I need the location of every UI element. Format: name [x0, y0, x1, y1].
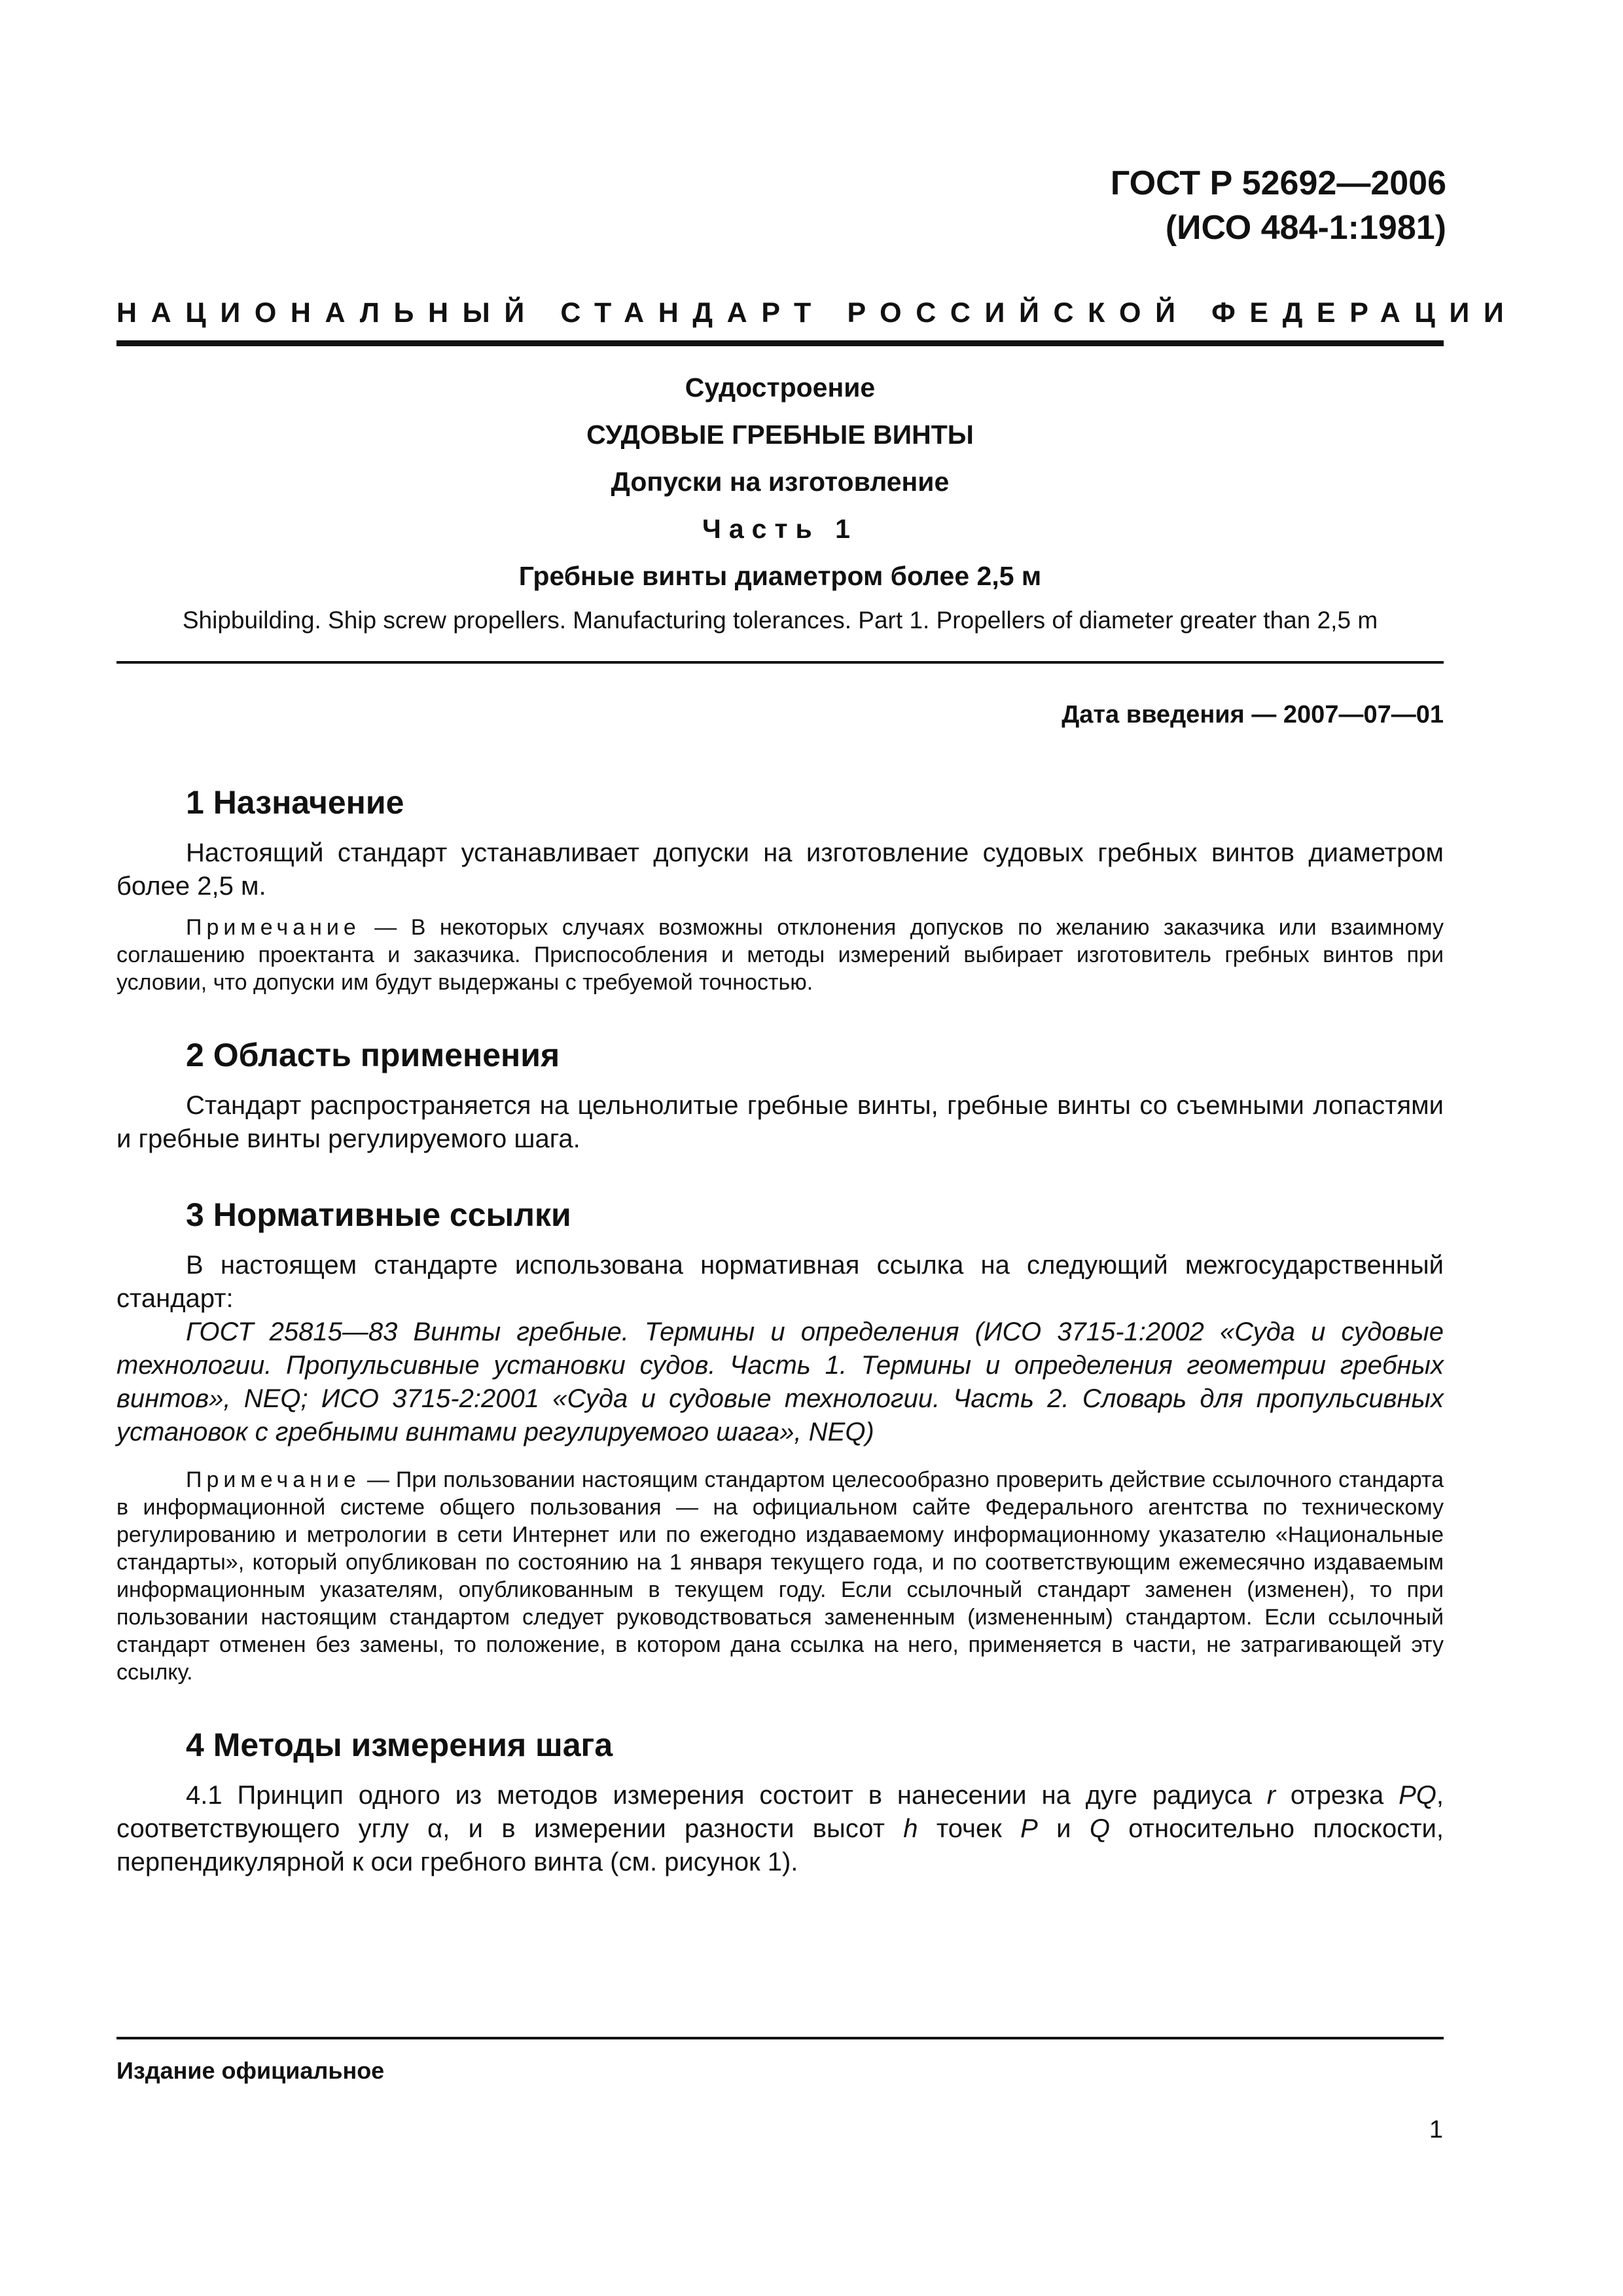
text-run: , соответствующего углу — [116, 1781, 1444, 1843]
variable-pq: PQ — [1399, 1781, 1436, 1810]
section-1-note — [116, 914, 1444, 996]
title-part: Часть 1 — [702, 514, 858, 544]
section-3-paragraph: В настоящем стандарте использована нормативная ссылка на следующий межгосударственный стандарт: — [116, 1251, 1444, 1313]
title-rule — [116, 661, 1444, 664]
text-run: относительно плоскости, перпендикулярной к оси гребного винта (см. рисунок 1). — [116, 1814, 1444, 1876]
title-line-3: Допуски на изготовление — [611, 467, 950, 497]
introduction-date: Дата введения — 2007—07—01 — [1061, 701, 1444, 728]
text-run: и — [1037, 1814, 1090, 1843]
section-1-heading: 1 Назначение — [186, 784, 404, 821]
text-run: точек — [918, 1814, 1021, 1843]
note-label: Примечание — [186, 1467, 361, 1492]
section-2-heading: 2 Область применения — [186, 1037, 560, 1073]
standard-code — [1111, 161, 1446, 250]
section-3-heading: 3 Нормативные ссылки — [186, 1196, 571, 1233]
national-standard-banner: НАЦИОНАЛЬНЫЙ СТАНДАРТ РОССИЙСКОЙ ФЕДЕРАЦИИ — [116, 297, 1518, 329]
title-block — [116, 364, 1444, 641]
title-english: Shipbuilding. Ship screw propellers. Manufacturing tolerances. Part 1. Propellers of diameter greater than 2,5 m — [182, 607, 1378, 634]
section-3-reference: ГОСТ 25815—83 Винты гребные. Термины и определения (ИСО 3715-1:2002 «Суда и судовые технологии. Пропульсивные установки судов. Часть 1. Термины и определения геометрии гребных винтов», NEQ; ИСО 3715-2:2001 «Суда и судовые технологии. Часть 2. Словарь для пропульсивных установок с гребными винтами регулируемого шага», NEQ) — [116, 1318, 1444, 1446]
official-edition-label: Издание официальное — [116, 2057, 385, 2084]
section-3-note — [116, 1466, 1444, 1686]
text-run: , и в измерении разности высот — [442, 1814, 904, 1843]
section-1-paragraph: Настоящий стандарт устанавливает допуски на изготовление судовых гребных винтов диаметром более 2,5 м. — [116, 838, 1444, 901]
note-label: Примечание — [186, 915, 361, 940]
variable-p: P — [1020, 1814, 1038, 1843]
header-rule — [116, 340, 1444, 346]
title-line-5: Гребные винты диаметром более 2,5 м — [518, 561, 1042, 591]
note-text: — В некоторых случаях возможны отклонения допусков по желанию заказчика или взаимному соглашению проектанта и заказчика. Приспособления и методы измерений выбирает изготовитель гребных винтов при условии, что допуски им будут выдержаны с требуемой точностью. — [116, 915, 1444, 995]
variable-q: Q — [1089, 1814, 1110, 1843]
variable-r: r — [1266, 1781, 1276, 1810]
text-run: отрезка — [1275, 1781, 1399, 1810]
footer-rule — [116, 2037, 1444, 2039]
page-number: 1 — [1429, 2116, 1443, 2144]
section-4-heading: 4 Методы измерения шага — [186, 1727, 613, 1763]
standard-code-line2: (ИСО 484-1:1981) — [1165, 209, 1446, 247]
title-line-2: СУДОВЫЕ ГРЕБНЫЕ ВИНТЫ — [586, 420, 974, 450]
variable-h: h — [903, 1814, 918, 1843]
standard-code-line1: ГОСТ Р 52692—2006 — [1110, 164, 1446, 202]
text-run: 4.1 Принцип одного из методов измерения состоит в нанесении на дуге радиуса — [186, 1781, 1267, 1810]
section-4-paragraph — [116, 1779, 1444, 1879]
section-2-paragraph: Стандарт распространяется на цельнолитые гребные винты, гребные винты со съемными лопастями и гребные винты регулируемого шага. — [116, 1091, 1444, 1153]
document-body — [116, 779, 1444, 1879]
title-line-1: Судостроение — [685, 372, 876, 403]
variable-alpha: α — [427, 1814, 443, 1843]
note-text: — При пользовании настоящим стандартом целесообразно проверить действие ссылочного стандарта в информационной системе общего пользования — на официальном сайте Федерального агентства по техническому регулированию и метрологии в сети Интернет или по ежегодно издаваемому информационному указателю «Национальные стандарты», который опубликован по состоянию на 1 января текущего года, и по соответствующим ежемесячно издаваемым информационным указателям, опубликованным в текущем году. Если ссылочный стандарт заменен (изменен), то при пользовании настоящим стандартом следует руководствоваться замененным (измененным) стандартом. Если ссылочный стандарт отменен без замены, то положение, в котором дана ссылка на него, применяется в части, не затрагивающей эту ссылку. — [116, 1467, 1444, 1685]
